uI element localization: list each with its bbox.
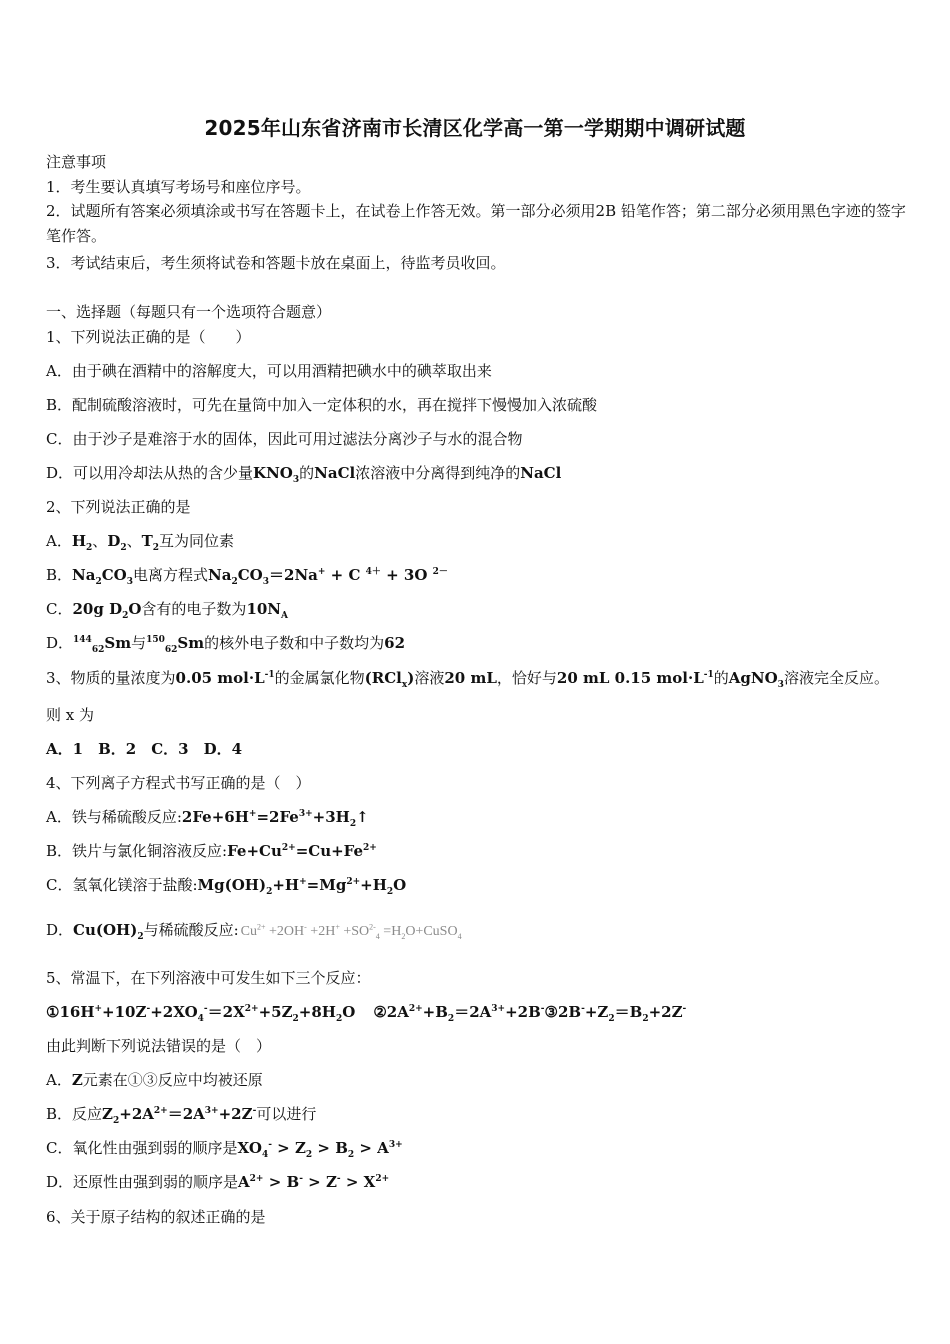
superscript: 2+ (408, 1004, 423, 1014)
q1-option-c: C．由于沙子是难溶于水的固体，因此可用过滤法分离沙子与水的混合物 (46, 430, 523, 448)
formula: > A (354, 1139, 389, 1157)
formula: Z (102, 1105, 113, 1123)
superscript: 2+ (153, 1106, 168, 1116)
option-text: 可以进行 (256, 1105, 317, 1123)
formula: +2A (119, 1105, 154, 1123)
formula: Na (208, 566, 232, 584)
stem-text: 溶液 (414, 669, 445, 687)
superscript: 2+ (249, 1174, 264, 1184)
subscript: x (401, 680, 408, 690)
formula: + C (325, 566, 366, 584)
q5-option-b (46, 1104, 908, 1124)
formula: 20 mL 0.15 mol·L (556, 669, 704, 687)
formula: +10Z (102, 1003, 147, 1021)
formula: ＝2A (454, 1003, 492, 1021)
superscript: - (682, 1004, 687, 1014)
formula: =Mg (306, 876, 347, 894)
q3-stem (46, 668, 908, 688)
formula: +2OH (265, 924, 305, 939)
formula: O (128, 600, 142, 618)
formula: 20g D (72, 600, 123, 618)
formula: ②2A (373, 1003, 409, 1021)
superscript: - (299, 1174, 303, 1184)
formula: +5Z (258, 1003, 293, 1021)
option-text: 含有的电子数为 (141, 600, 247, 618)
subscript: 2 (347, 1150, 355, 1160)
formula: > X (340, 1173, 376, 1191)
superscript: 2+ (346, 877, 361, 887)
q6-stem: 6、关于原子结构的叙述正确的是 (46, 1208, 266, 1226)
formula: XO (237, 1139, 262, 1157)
formula: ) (407, 669, 415, 687)
stem-text: 溶液完全反应。 (783, 669, 889, 687)
superscript: 2+ (363, 843, 377, 853)
subscript: 2 (231, 577, 238, 587)
formula: T (141, 532, 153, 550)
formula: +Z (584, 1003, 609, 1021)
option-label: D． (46, 634, 74, 652)
formula: CO (101, 566, 127, 584)
option-label: C．氧化性由强到弱的顺序是 (46, 1139, 238, 1157)
subscript: 2 (86, 543, 93, 553)
stem-text: ，恰好与 (496, 669, 557, 687)
formula: H (71, 532, 87, 550)
superscript: 4＋ (365, 567, 381, 577)
formula: +8H (298, 1003, 336, 1021)
subscript: A (281, 611, 289, 621)
formula: > B (263, 1173, 300, 1191)
formula: Sm (177, 634, 205, 652)
option-label: B．铁片与氯化铜溶液反应: (46, 842, 228, 860)
formula: ＝B (614, 1003, 643, 1021)
superscript: 144 (73, 635, 92, 645)
subscript: 2 (95, 577, 102, 587)
superscript: 2- (369, 922, 376, 932)
subscript: 2 (112, 1116, 120, 1126)
q2-option-d (46, 633, 908, 653)
subscript: 4 (197, 1014, 204, 1024)
q2-option-b (46, 565, 908, 585)
formula: +2B (505, 1003, 541, 1021)
subscript: 62 (91, 645, 105, 655)
option-text: 互为同位素 (159, 532, 235, 550)
superscript: 2+ (281, 843, 296, 853)
number: 62 (384, 634, 406, 652)
notice-item-2: 2．试题所有答案必须填涂或书写在答题卡上，在试卷上作答无效。第一部分必须用2B 铅笔作答；第二部分必须用黑色字迹的签字笔作答。 (46, 202, 906, 245)
formula: +2H (306, 924, 336, 939)
stem-text: 3、物质的量浓度为 (46, 669, 176, 687)
subscript: 2 (305, 1150, 313, 1160)
formula: > Z (302, 1173, 337, 1191)
subscript: 2 (642, 1014, 649, 1024)
superscript: - (581, 1004, 585, 1014)
formula: Fe+Cu (227, 842, 282, 860)
formula: A (238, 1173, 250, 1191)
notice-item-3: 3．考试结束后，考生须将试卷和答题卡放在桌面上，待监考员收回。 (46, 254, 506, 272)
formula: > B (312, 1139, 348, 1157)
formula: ＝2Na (269, 566, 318, 584)
superscript: + (317, 567, 326, 577)
formula: +SO (339, 924, 370, 939)
subscript: 2 (137, 932, 144, 942)
q5-ask: 由此判断下列说法错误的是（ ） (46, 1037, 272, 1055)
subscript: 2 (447, 1014, 455, 1024)
option-text: 与 (131, 634, 147, 652)
q3-options: A．1 B．2 C．3 D．4 (46, 740, 243, 758)
formula: (RCl (364, 669, 402, 687)
superscript: 2－ (432, 567, 448, 577)
subscript: 4 (261, 1150, 269, 1160)
q1-d-text: D．可以用冷却法从热的含少量 (46, 464, 254, 482)
subscript: 2 (608, 1014, 615, 1024)
formula: =Cu+Fe (295, 842, 364, 860)
formula: Cu(OH) (73, 921, 138, 939)
stem-text: 的金属氯化物 (274, 669, 365, 687)
subscript: 2 (401, 931, 406, 941)
superscript: + (248, 809, 257, 819)
formula: ＝2X (207, 1003, 245, 1021)
superscript: - (304, 922, 307, 932)
formula: +H (360, 876, 387, 894)
stem-text: 的 (713, 669, 729, 687)
q4-option-d (46, 920, 908, 942)
option-label: B． (46, 566, 73, 584)
formula: ①16H (46, 1003, 95, 1021)
formula: +2Z (218, 1105, 253, 1123)
superscript: 2+ (244, 1004, 259, 1014)
formula: O (342, 1003, 356, 1021)
superscript: 3+ (204, 1106, 219, 1116)
q5-option-a (46, 1070, 908, 1090)
option-label: D．还原性由强到弱的顺序是 (46, 1173, 239, 1191)
formula: CO (237, 566, 263, 584)
superscript: 3+ (491, 1004, 506, 1014)
subscript: 2 (122, 611, 129, 621)
section-heading: 一、选择题（每题只有一个选项符合题意） (46, 303, 332, 321)
equation-image (241, 924, 462, 939)
formula: > Z (271, 1139, 306, 1157)
superscript: - (203, 1004, 208, 1014)
formula: + 3O (380, 566, 433, 584)
q4-stem: 4、下列离子方程式书写正确的是（ ） (46, 774, 311, 792)
q1-d-text-3: 浓溶液中分离得到纯净的 (355, 464, 521, 482)
superscript: 3+ (388, 1140, 403, 1150)
formula: O (393, 876, 407, 894)
separator: 、 (126, 532, 142, 550)
exam-title: 2025年山东省济南市长清区化学高一第一学期期中调研试题 (204, 116, 746, 140)
q5-stem: 5、常温下，在下列溶液中可发生如下三个反应： (46, 969, 371, 987)
superscript: - (146, 1004, 151, 1014)
formula: Mg(OH) (197, 876, 267, 894)
formula: Cu (240, 924, 257, 939)
subscript: 3 (262, 577, 270, 587)
q5-option-c (46, 1138, 908, 1158)
subscript: 3 (126, 577, 134, 587)
option-text: 元素在①③反应中均被还原 (82, 1071, 263, 1089)
formula: AgNO (728, 669, 778, 687)
notice-item-1: 1．考生要认真填写考场号和座位序号。 (46, 178, 311, 196)
formula: 20 mL (444, 669, 497, 687)
superscript: -1 (703, 670, 714, 680)
subscript: 2 (386, 887, 394, 897)
subscript: 2 (152, 543, 160, 553)
q1-option-a: A．由于碘在酒精中的溶解度大，可以用酒精把碘水中的碘萃取出来 (46, 362, 492, 380)
option-text: 的核外电子数和中子数均为 (204, 634, 385, 652)
superscript: - (336, 1174, 341, 1184)
q1-d-kno3: KNO (253, 464, 293, 482)
subscript: 2 (349, 819, 357, 829)
q4-option-c (46, 875, 908, 895)
formula: +3H (312, 808, 350, 826)
q4-option-a (46, 807, 908, 827)
q1-d-nacl: NaCl (314, 464, 356, 482)
option-label: D． (46, 921, 74, 939)
q5-option-d (46, 1172, 908, 1192)
option-label: C． (46, 600, 73, 618)
q1-d-text-2: 的 (299, 464, 315, 482)
formula: +2Z (648, 1003, 683, 1021)
formula: Na (72, 566, 96, 584)
formula: =2Fe (256, 808, 299, 826)
option-label: A．铁与稀硫酸反应: (46, 808, 182, 826)
option-text: 电离方程式 (133, 566, 209, 584)
q1-option-d (46, 463, 908, 483)
subscript: 2 (120, 543, 127, 553)
q1-option-b: B．配制硫酸溶液时，可先在量筒中加入一定体积的水，再在搅拌下慢慢加入浓硫酸 (46, 396, 598, 414)
superscript: + (94, 1004, 103, 1014)
subscript: 4 (457, 931, 462, 941)
formula: 10N (246, 600, 282, 618)
option-label: A． (46, 1071, 72, 1089)
formula: D (107, 532, 121, 550)
formula: Z (71, 1071, 83, 1089)
formula: =H (379, 924, 402, 939)
formula: O+CuSO (405, 924, 458, 939)
subscript: 3 (777, 680, 784, 690)
superscript: - (268, 1140, 272, 1150)
superscript: -1 (264, 670, 275, 680)
superscript: 3+ (298, 809, 313, 819)
superscript: - (252, 1106, 257, 1116)
formula: ＝2A (167, 1105, 205, 1123)
superscript: 150 (146, 635, 165, 645)
formula: +2XO (150, 1003, 198, 1021)
formula: +H (272, 876, 300, 894)
option-text: 与稀硫酸反应: (143, 921, 239, 939)
subscript: 2 (335, 1014, 343, 1024)
formula: Sm (104, 634, 132, 652)
q4-option-b (46, 841, 908, 861)
superscript: - (540, 1004, 545, 1014)
formula: ↑ (356, 808, 369, 826)
option-label: C．氢氧化镁溶于盐酸: (46, 876, 198, 894)
subscript: 2 (292, 1014, 299, 1024)
q1-stem: 1、下列说法正确的是（ ） (46, 328, 251, 346)
notice-heading: 注意事项 (46, 153, 107, 171)
superscript: + (299, 877, 307, 887)
q3-stem-line-2: 则 x 为 (46, 706, 94, 724)
q2-option-a (46, 531, 908, 551)
formula: +B (422, 1003, 448, 1021)
q1-d-kno3-sub: 3 (292, 475, 300, 485)
q1-d-nacl-2: NaCl (520, 464, 562, 482)
formula: ③2B (544, 1003, 582, 1021)
superscript: 2+ (375, 1174, 390, 1184)
q2-option-c (46, 599, 908, 619)
subscript: 2 (266, 887, 273, 897)
superscript: + (335, 922, 340, 932)
q5-reactions (46, 1002, 908, 1022)
subscript: 62 (164, 645, 178, 655)
separator: 、 (92, 532, 108, 550)
q2-stem: 2、下列说法正确的是 (46, 498, 191, 516)
formula: 2Fe+6H (181, 808, 249, 826)
formula: 0.05 mol·L (175, 669, 265, 687)
option-label: B．反应 (46, 1105, 103, 1123)
superscript: 2+ (256, 922, 266, 932)
subscript: 4 (375, 931, 380, 941)
option-label: A． (46, 532, 72, 550)
